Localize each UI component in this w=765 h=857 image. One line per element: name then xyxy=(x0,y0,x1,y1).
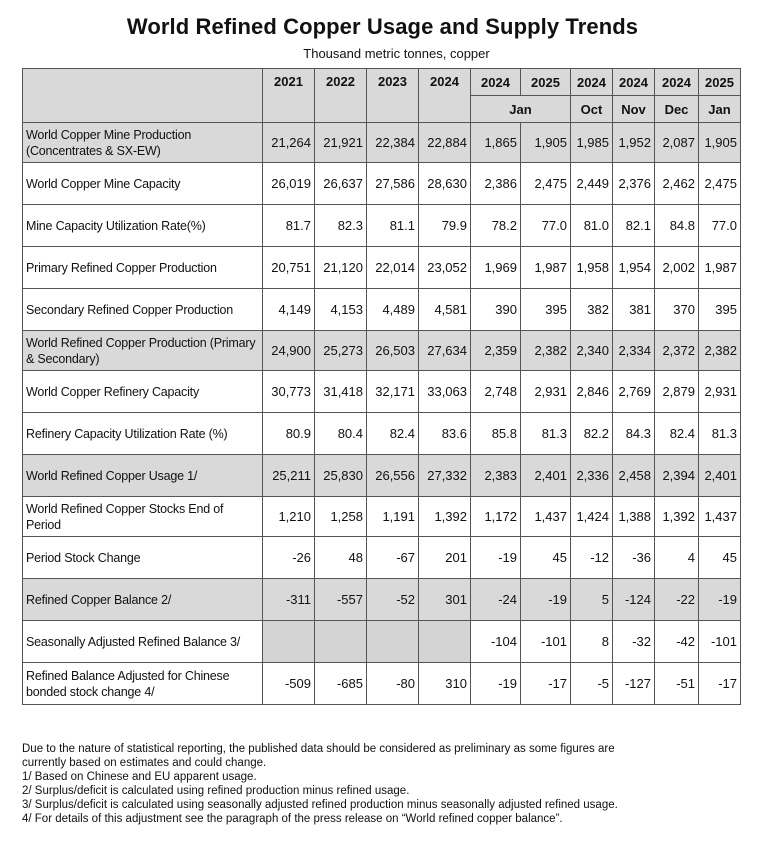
value-cell: 8 xyxy=(571,621,613,663)
value-cell: 30,773 xyxy=(263,371,315,413)
table-row xyxy=(23,537,741,579)
value-cell: 2,394 xyxy=(655,455,699,497)
value-cell: 82.3 xyxy=(315,205,367,247)
value-cell: -104 xyxy=(471,621,521,663)
value-cell: 1,424 xyxy=(571,497,613,537)
value-cell: -52 xyxy=(367,579,419,621)
value-cell: 1,954 xyxy=(613,247,655,289)
header-corner xyxy=(23,69,263,123)
value-cell: 82.1 xyxy=(613,205,655,247)
row-label: Period Stock Change xyxy=(23,537,263,579)
value-cell: 4,489 xyxy=(367,289,419,331)
footnote: Due to the nature of statistical reporting, the published data should be considered as preliminary as some figures are xyxy=(22,743,615,755)
value-cell: 22,884 xyxy=(419,123,471,163)
header-year: 2022 xyxy=(315,69,367,123)
row-label: Seasonally Adjusted Refined Balance 3/ xyxy=(23,621,263,663)
header-month: Jan xyxy=(699,96,741,123)
value-cell: 81.3 xyxy=(699,413,741,455)
value-cell: 2,475 xyxy=(521,163,571,205)
value-cell: 77.0 xyxy=(521,205,571,247)
value-cell: -101 xyxy=(521,621,571,663)
value-cell: 21,264 xyxy=(263,123,315,163)
value-cell: 395 xyxy=(699,289,741,331)
header-year: 2024 xyxy=(655,69,699,96)
footnote: 4/ For details of this adjustment see the paragraph of the press release on “World refined copper balance”. xyxy=(22,813,563,825)
row-label: Refined Balance Adjusted for Chinese bonded stock change 4/ xyxy=(23,663,263,705)
value-cell: 2,376 xyxy=(613,163,655,205)
value-cell: 22,384 xyxy=(367,123,419,163)
value-cell: -32 xyxy=(613,621,655,663)
header-year: 2023 xyxy=(367,69,419,123)
table-row xyxy=(23,497,741,537)
header-month: Dec xyxy=(655,96,699,123)
value-cell: 4 xyxy=(655,537,699,579)
value-cell: 1,987 xyxy=(699,247,741,289)
value-cell: 2,748 xyxy=(471,371,521,413)
value-cell: 1,905 xyxy=(521,123,571,163)
header-year: 2024 xyxy=(613,69,655,96)
value-cell: 81.1 xyxy=(367,205,419,247)
table-row xyxy=(23,663,741,705)
row-label: Mine Capacity Utilization Rate(%) xyxy=(23,205,263,247)
value-cell: 31,418 xyxy=(315,371,367,413)
value-cell: -17 xyxy=(521,663,571,705)
row-label: Refined Copper Balance 2/ xyxy=(23,579,263,621)
value-cell: -24 xyxy=(471,579,521,621)
page-title: World Refined Copper Usage and Supply Trends xyxy=(126,14,639,39)
header-year: 2024 xyxy=(419,69,471,123)
header-year: 2024 xyxy=(471,69,521,96)
value-cell: 78.2 xyxy=(471,205,521,247)
value-cell: -51 xyxy=(655,663,699,705)
table-row xyxy=(23,579,741,621)
value-cell: 81.0 xyxy=(571,205,613,247)
value-cell: 45 xyxy=(699,537,741,579)
value-cell: -26 xyxy=(263,537,315,579)
value-cell: 25,273 xyxy=(315,331,367,371)
header-year: 2021 xyxy=(263,69,315,123)
value-cell: -12 xyxy=(571,537,613,579)
value-cell: 2,382 xyxy=(699,331,741,371)
table-row xyxy=(23,205,741,247)
row-label: World Copper Refinery Capacity xyxy=(23,371,263,413)
value-cell: 1,987 xyxy=(521,247,571,289)
table-row xyxy=(23,123,741,163)
value-cell: 4,153 xyxy=(315,289,367,331)
page-subtitle: Thousand metric tonnes, copper xyxy=(303,46,490,61)
value-cell: 25,211 xyxy=(263,455,315,497)
value-cell: 2,359 xyxy=(471,331,521,371)
footnotes xyxy=(22,742,744,826)
table-row xyxy=(23,163,741,205)
value-cell: 79.9 xyxy=(419,205,471,247)
value-cell: 381 xyxy=(613,289,655,331)
value-cell: -19 xyxy=(471,663,521,705)
header-year: 2025 xyxy=(699,69,741,96)
value-cell: 85.8 xyxy=(471,413,521,455)
value-cell: 2,336 xyxy=(571,455,613,497)
copper-supply-table xyxy=(22,68,741,705)
value-cell: 77.0 xyxy=(699,205,741,247)
value-cell: 2,931 xyxy=(521,371,571,413)
value-cell: 1,210 xyxy=(263,497,315,537)
empty-cell xyxy=(419,621,471,663)
value-cell: -19 xyxy=(521,579,571,621)
row-label: World Copper Mine Capacity xyxy=(23,163,263,205)
value-cell: -557 xyxy=(315,579,367,621)
value-cell: 45 xyxy=(521,537,571,579)
footnote: currently based on estimates and could change. xyxy=(22,757,267,769)
row-label: Secondary Refined Copper Production xyxy=(23,289,263,331)
table-row xyxy=(23,371,741,413)
value-cell: 2,475 xyxy=(699,163,741,205)
value-cell: -19 xyxy=(699,579,741,621)
value-cell: 395 xyxy=(521,289,571,331)
row-label: Primary Refined Copper Production xyxy=(23,247,263,289)
value-cell: 25,830 xyxy=(315,455,367,497)
value-cell: 390 xyxy=(471,289,521,331)
value-cell: -80 xyxy=(367,663,419,705)
value-cell: 4,581 xyxy=(419,289,471,331)
value-cell: 27,586 xyxy=(367,163,419,205)
header-month: Jan xyxy=(471,96,571,123)
value-cell: 82.2 xyxy=(571,413,613,455)
value-cell: -124 xyxy=(613,579,655,621)
value-cell: 23,052 xyxy=(419,247,471,289)
value-cell: 2,846 xyxy=(571,371,613,413)
value-cell: -127 xyxy=(613,663,655,705)
value-cell: 33,063 xyxy=(419,371,471,413)
value-cell: -101 xyxy=(699,621,741,663)
value-cell: 2,334 xyxy=(613,331,655,371)
empty-cell xyxy=(367,621,419,663)
value-cell: 2,462 xyxy=(655,163,699,205)
table-row xyxy=(23,455,741,497)
value-cell: 81.3 xyxy=(521,413,571,455)
value-cell: 1,905 xyxy=(699,123,741,163)
empty-cell xyxy=(263,621,315,663)
value-cell: 310 xyxy=(419,663,471,705)
value-cell: -36 xyxy=(613,537,655,579)
table-row xyxy=(23,621,741,663)
value-cell: 2,879 xyxy=(655,371,699,413)
value-cell: 2,449 xyxy=(571,163,613,205)
value-cell: 48 xyxy=(315,537,367,579)
value-cell: 5 xyxy=(571,579,613,621)
value-cell: 82.4 xyxy=(367,413,419,455)
value-cell: 32,171 xyxy=(367,371,419,413)
footnote: 3/ Surplus/deficit is calculated using seasonally adjusted refined production minus seasonally adjusted refined usage. xyxy=(22,799,618,811)
value-cell: 81.7 xyxy=(263,205,315,247)
value-cell: 1,985 xyxy=(571,123,613,163)
value-cell: 1,952 xyxy=(613,123,655,163)
value-cell: -17 xyxy=(699,663,741,705)
value-cell: -685 xyxy=(315,663,367,705)
value-cell: 27,634 xyxy=(419,331,471,371)
value-cell: 26,637 xyxy=(315,163,367,205)
value-cell: -19 xyxy=(471,537,521,579)
value-cell: 382 xyxy=(571,289,613,331)
value-cell: 2,002 xyxy=(655,247,699,289)
value-cell: 1,958 xyxy=(571,247,613,289)
value-cell: 27,332 xyxy=(419,455,471,497)
value-cell: -67 xyxy=(367,537,419,579)
header-year: 2025 xyxy=(521,69,571,96)
value-cell: 301 xyxy=(419,579,471,621)
header-row-years xyxy=(23,69,741,96)
value-cell: 84.8 xyxy=(655,205,699,247)
value-cell: 370 xyxy=(655,289,699,331)
footnote: 2/ Surplus/deficit is calculated using refined production minus refined usage. xyxy=(22,785,410,797)
row-label: World Refined Copper Stocks End of Period xyxy=(23,497,263,537)
value-cell: 22,014 xyxy=(367,247,419,289)
value-cell: 26,556 xyxy=(367,455,419,497)
header-month: Nov xyxy=(613,96,655,123)
value-cell: 2,401 xyxy=(521,455,571,497)
value-cell: 80.4 xyxy=(315,413,367,455)
value-cell: 2,382 xyxy=(521,331,571,371)
value-cell: 21,921 xyxy=(315,123,367,163)
value-cell: 26,503 xyxy=(367,331,419,371)
value-cell: 2,383 xyxy=(471,455,521,497)
table-row xyxy=(23,331,741,371)
value-cell: 1,392 xyxy=(419,497,471,537)
row-label: World Refined Copper Production (Primary & Secondary) xyxy=(23,331,263,371)
table-row xyxy=(23,289,741,331)
value-cell: 1,388 xyxy=(613,497,655,537)
value-cell: 2,401 xyxy=(699,455,741,497)
value-cell: 2,769 xyxy=(613,371,655,413)
row-label: World Copper Mine Production (Concentrates & SX-EW) xyxy=(23,123,263,163)
row-label: World Refined Copper Usage 1/ xyxy=(23,455,263,497)
value-cell: 2,087 xyxy=(655,123,699,163)
value-cell: -311 xyxy=(263,579,315,621)
value-cell: -5 xyxy=(571,663,613,705)
value-cell: -22 xyxy=(655,579,699,621)
value-cell: 1,437 xyxy=(699,497,741,537)
value-cell: 1,437 xyxy=(521,497,571,537)
value-cell: 1,258 xyxy=(315,497,367,537)
table-row xyxy=(23,247,741,289)
value-cell: 2,931 xyxy=(699,371,741,413)
value-cell: 26,019 xyxy=(263,163,315,205)
footnote: 1/ Based on Chinese and EU apparent usage. xyxy=(22,771,257,783)
value-cell: -509 xyxy=(263,663,315,705)
value-cell: 24,900 xyxy=(263,331,315,371)
value-cell: 1,172 xyxy=(471,497,521,537)
value-cell: 20,751 xyxy=(263,247,315,289)
header-month: Oct xyxy=(571,96,613,123)
value-cell: 80.9 xyxy=(263,413,315,455)
value-cell: 2,386 xyxy=(471,163,521,205)
value-cell: 201 xyxy=(419,537,471,579)
value-cell: 2,340 xyxy=(571,331,613,371)
value-cell: 4,149 xyxy=(263,289,315,331)
value-cell: 21,120 xyxy=(315,247,367,289)
value-cell: 1,392 xyxy=(655,497,699,537)
row-label: Refinery Capacity Utilization Rate (%) xyxy=(23,413,263,455)
value-cell: -42 xyxy=(655,621,699,663)
value-cell: 82.4 xyxy=(655,413,699,455)
empty-cell xyxy=(315,621,367,663)
value-cell: 1,191 xyxy=(367,497,419,537)
value-cell: 2,458 xyxy=(613,455,655,497)
value-cell: 1,865 xyxy=(471,123,521,163)
value-cell: 1,969 xyxy=(471,247,521,289)
value-cell: 28,630 xyxy=(419,163,471,205)
value-cell: 84.3 xyxy=(613,413,655,455)
table-row xyxy=(23,413,741,455)
header-year: 2024 xyxy=(571,69,613,96)
value-cell: 2,372 xyxy=(655,331,699,371)
value-cell: 83.6 xyxy=(419,413,471,455)
